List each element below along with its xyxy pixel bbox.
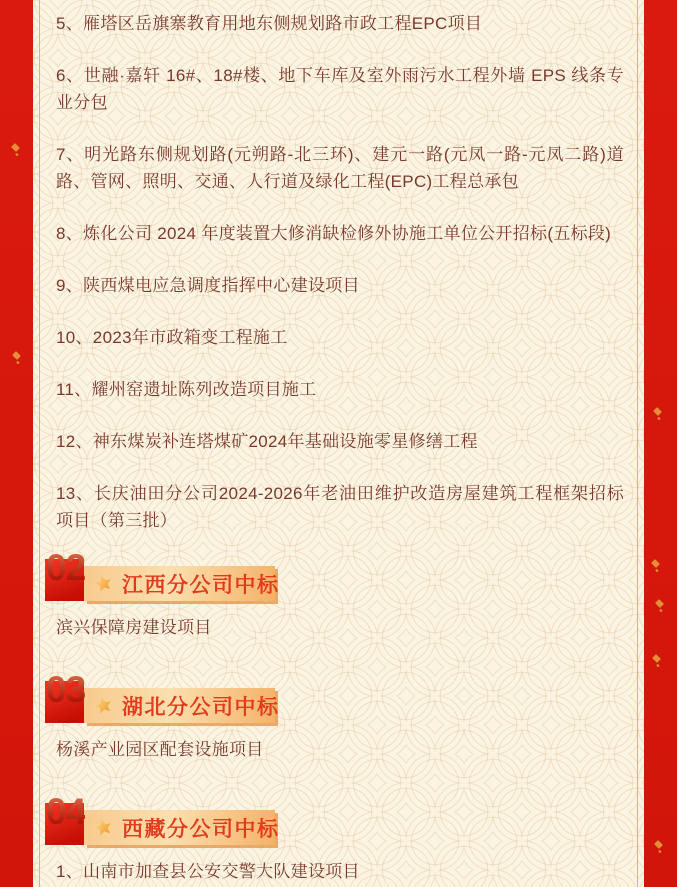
section-title: 西藏分公司中标 [122,817,280,841]
project-list-item: 5、雁塔区岳旗寨教育用地东侧规划路市政工程EPC项目 [56,14,483,33]
right-red-border [644,0,677,887]
section-number: 03 [46,669,86,710]
section-header [45,547,624,601]
project-list-item: 11、耀州窑遗址陈列改造项目施工 [56,380,317,399]
star-icon [92,694,115,717]
content-area [39,0,638,887]
project-list-item: 7、明光路东侧规划路(元朔路-北三环)、建元一路(元凤一路-元凤二路)道路、管网、照明、交通、人行道及绿化工程(EPC)工程总承包 [56,145,624,191]
section-banner [84,566,280,601]
section-header [45,791,624,845]
project-list-item: 10、2023年市政箱变工程施工 [56,328,288,347]
section-number: 02 [46,547,86,588]
project-list-item: 1、山南市加查县公安交警大队建设项目 [56,862,360,881]
project-list-item: 12、神东煤炭补连塔煤矿2024年基础设施零星修缮工程 [56,432,478,451]
section-title: 湖北分公司中标 [122,695,280,719]
project-list-item: 9、陕西煤电应急调度指挥中心建设项目 [56,276,360,295]
left-red-border [0,0,33,887]
section-xizang [46,791,624,885]
section-banner [84,810,280,845]
section-hubei [46,669,624,763]
project-list-item: 滨兴保障房建设项目 [56,618,212,637]
section-header [45,669,624,723]
star-icon [92,572,115,595]
section-title: 江西分公司中标 [122,573,280,597]
section-banner [84,688,280,723]
project-list-item: 杨溪产业园区配套设施项目 [56,740,264,759]
section-jiangxi [46,547,624,641]
star-icon [92,816,115,839]
section-number: 04 [46,791,86,832]
project-list-item: 13、长庆油田分公司2024-2026年老油田维护改造房屋建筑工程框架招标项目（第三批） [56,484,624,530]
project-list-item: 8、炼化公司 2024 年度装置大修消缺检修外协施工单位公开招标(五标段) [56,224,612,243]
project-list-item: 6、世融·嘉轩 16#、18#楼、地下车库及室外雨污水工程外墙 EPS 线条专业分包 [56,66,624,112]
